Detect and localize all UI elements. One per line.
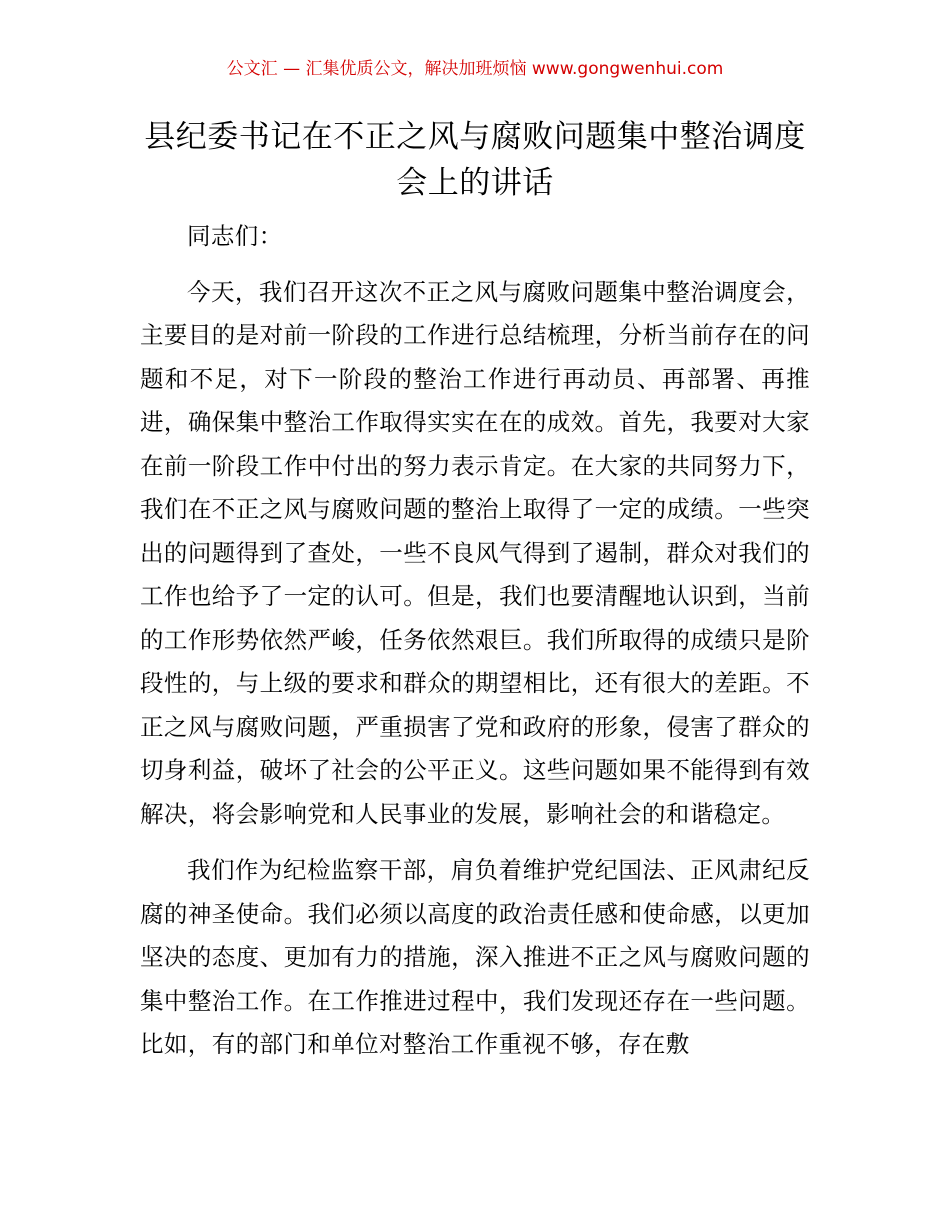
document-title: 县纪委书记在不正之风与腐败问题集中整治调度会上的讲话 bbox=[144, 119, 806, 201]
greeting: 同志们： bbox=[187, 222, 283, 250]
paragraph-1: 今天，我们召开这次不正之风与腐败问题集中整治调度会，主要目的是对前一阶段的工作进行总结梳理，分析当前存在的问题和不足，对下一阶段的整治工作进行再动员、再部署、再推进，确保集中整治工作取得实实在在的成效。首先，我要对大家在前一阶段工作中付出的努力表示肯定。在大家的共同努力下，我们在不正之风与腐败问题的整治上取得了一定的成绩。一些突出的问题得到了查处，一些不良风气得到了遏制，群众对我们的工作也给予了一定的认可。但是，我们也要清醒地认识到，当前的工作形势依然严峻，任务依然艰巨。我们所取得的成绩只是阶段性的，与上级的要求和群众的期望相比，还有很大的差距。不正之风与腐败问题，严重损害了党和政府的形象，侵害了群众的切身利益，破坏了社会的公平正义。这些问题如果不能得到有效解决，将会影响党和人民事业的发展，影响社会的和谐稳定。 bbox=[140, 277, 810, 828]
document-body bbox=[140, 215, 810, 1080]
paragraph-2: 我们作为纪检监察干部，肩负着维护党纪国法、正风肃纪反腐的神圣使命。我们必须以高度的政治责任感和使命感，以更加坚决的态度、更加有力的措施，深入推进不正之风与腐败问题的集中整治工作。在工作推进过程中，我们发现还存在一些问题。比如，有的部门和单位对整治工作重视不够，存在敷 bbox=[140, 856, 810, 1058]
site-header-banner: 公文汇 — 汇集优质公文，解决加班烦恼 www.gongwenhui.com bbox=[226, 59, 724, 79]
